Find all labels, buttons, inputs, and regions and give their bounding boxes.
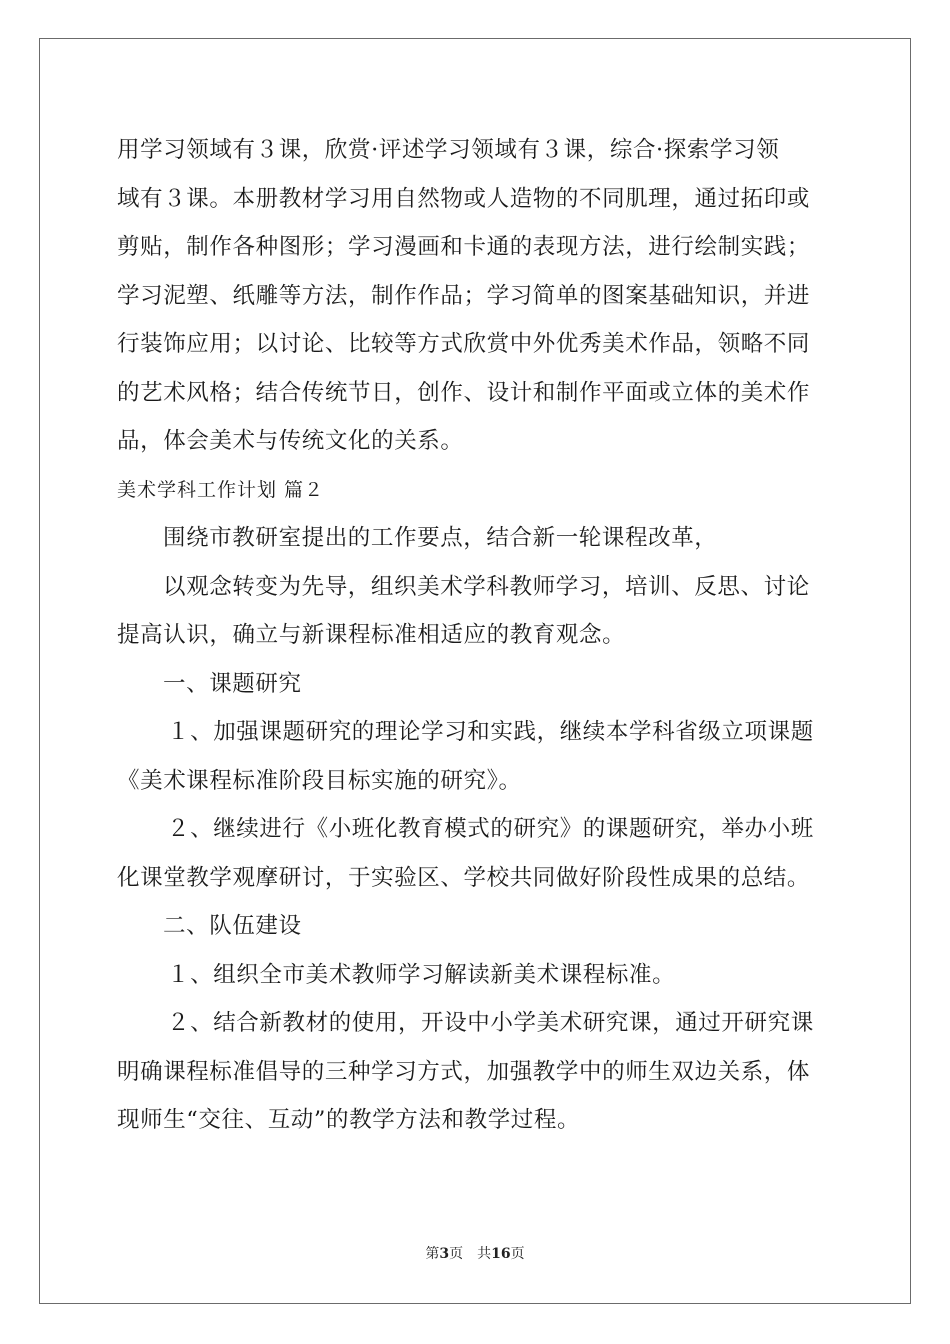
- text-line: 《美术课程标准阶段目标实施的研究》。: [117, 767, 522, 794]
- text-line: １、组织全市美术教师学习解读新美术课程标准。: [167, 961, 676, 988]
- text-line: 学习泥塑、纸雕等方法，制作作品；学习简单的图案基础知识，并进: [117, 282, 811, 309]
- footer-mid: 页 共: [449, 1246, 492, 1262]
- footer-total-pages: 16: [491, 1246, 511, 1262]
- page-footer: [0, 1243, 950, 1263]
- text-line: ２、继续进行《小班化教育模式的研究》的课题研究，举办小班: [167, 816, 814, 842]
- footer-suffix: 页: [510, 1246, 525, 1262]
- text-line: 行装饰应用；以讨论、比较等方式欣赏中外优秀美术作品，领略不同: [117, 331, 811, 357]
- text-line: 以观念转变为先导，组织美术学科教师学习，培训、反思、讨论: [163, 573, 810, 600]
- text-line: 的艺术风格；结合传统节日，创作、设计和制作平面或立体的美术作: [117, 379, 811, 406]
- section-title: 美术学科工作计划 篇２: [117, 478, 325, 501]
- document-body: [117, 126, 835, 1145]
- text-line: 化课堂教学观摩研讨，于实验区、学校共同做好阶段性成果的总结。: [117, 864, 811, 891]
- subheading-research: 一、课题研究: [163, 670, 302, 697]
- text-line: 现师生“交往、互动”的教学方法和教学过程。: [117, 1107, 581, 1133]
- text-line: 用学习领域有３课，欣赏·评述学习领域有３课，综合·探索学习领: [117, 137, 780, 163]
- text-line: １、加强课题研究的理论学习和实践，继续本学科省级立项课题: [167, 719, 814, 745]
- text-line: 明确课程标准倡导的三种学习方式，加强教学中的师生双边关系，体: [117, 1058, 811, 1085]
- subheading-team: 二、队伍建设: [163, 913, 302, 939]
- text-line: ２、结合新教材的使用，开设中小学美术研究课，通过开研究课: [167, 1010, 814, 1036]
- text-line: 提高认识，确立与新课程标准相适应的教育观念。: [117, 622, 626, 648]
- footer-prefix: 第: [425, 1246, 440, 1262]
- footer-page-number: 3: [439, 1246, 450, 1262]
- text-line: 剪贴，制作各种图形；学习漫画和卡通的表现方法，进行绘制实践；: [117, 234, 811, 260]
- text-line: 围绕市教研室提出的工作要点，结合新一轮课程改革，: [163, 525, 718, 551]
- text-line: 品，体会美术与传统文化的关系。: [117, 428, 464, 454]
- text-line: 域有３课。本册教材学习用自然物或人造物的不同肌理，通过拓印或: [117, 185, 811, 212]
